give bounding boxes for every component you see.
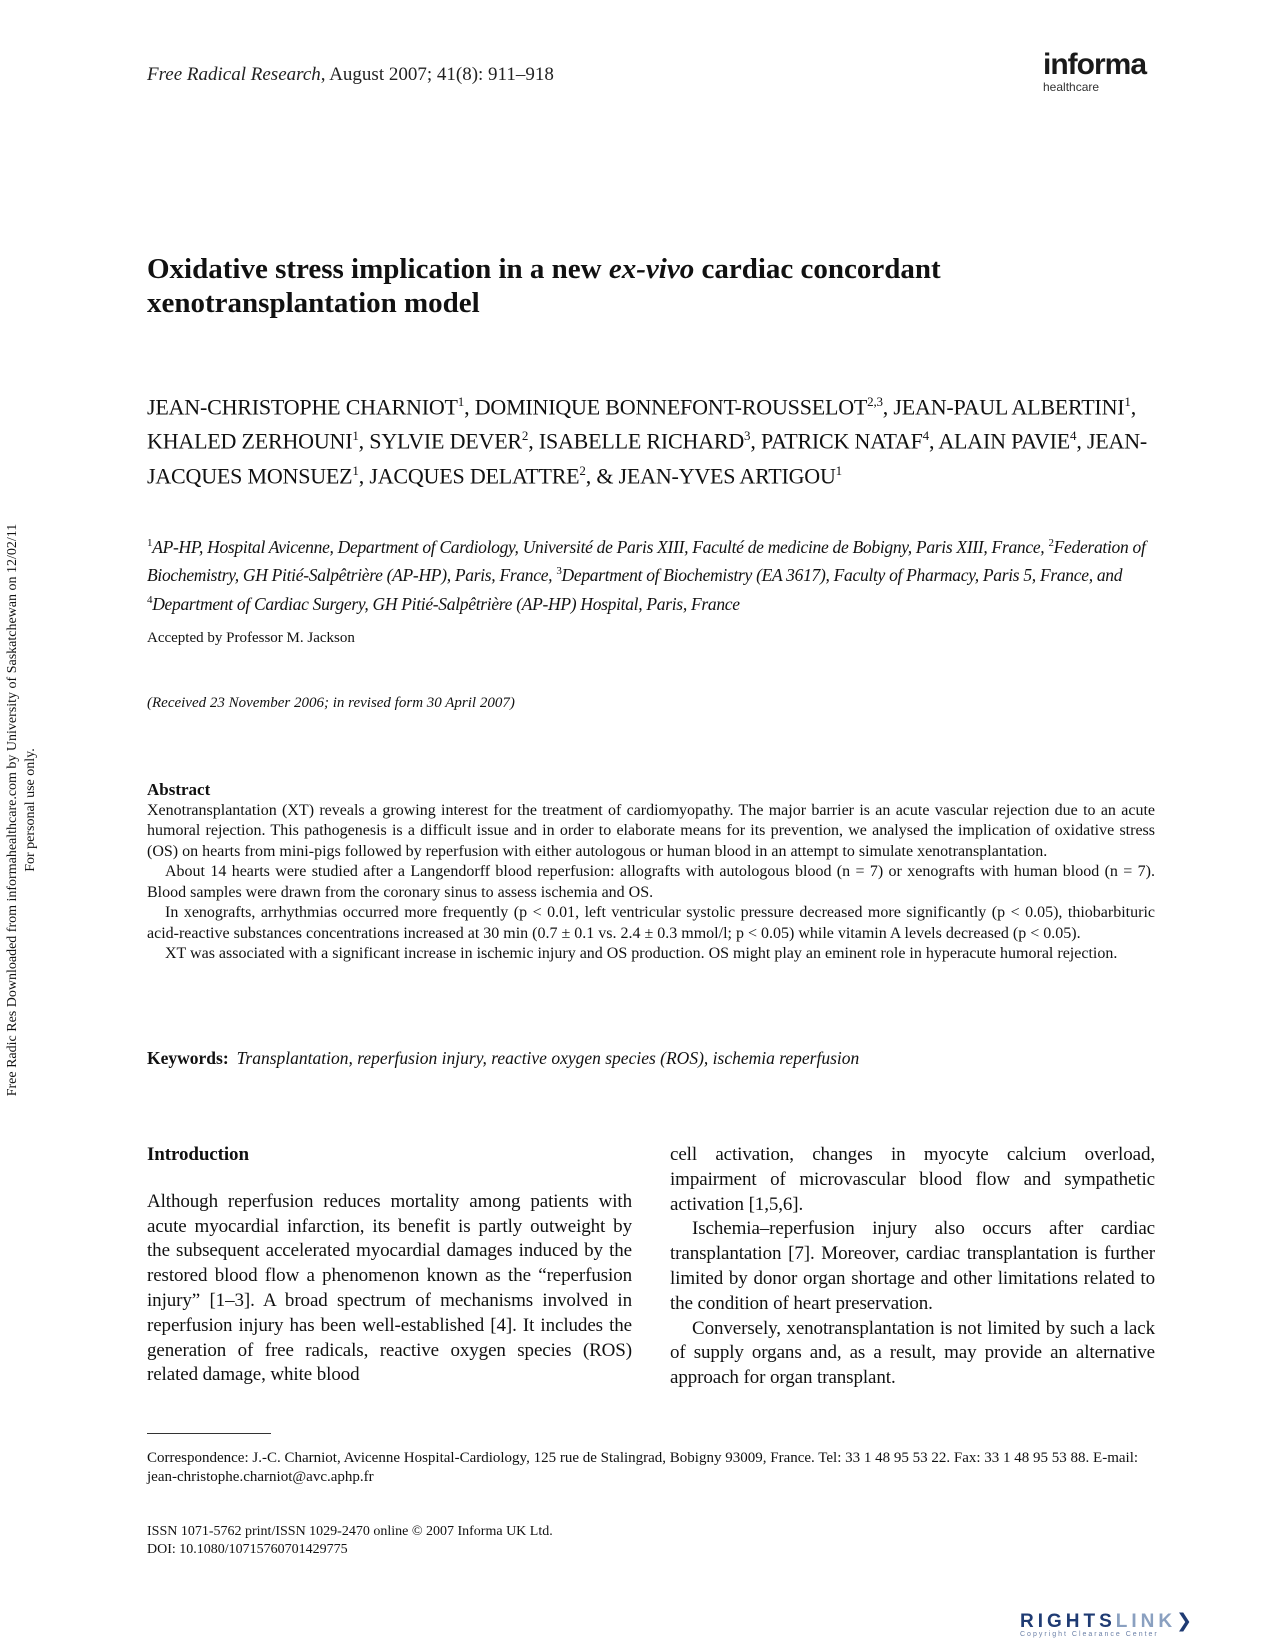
author-affiliation-number: 3 — [744, 428, 751, 444]
journal-issue: , August 2007; 41(8): 911–918 — [320, 64, 554, 85]
intro-paragraph: Conversely, xenotransplantation is not limited by such a lack of supply organs and, as a result, may provide an alternative approach for organ transplant. — [670, 1317, 1155, 1389]
intro-left-column — [147, 1143, 632, 1388]
abstract-paragraph: About 14 hearts were studied after a Langendorff blood reperfusion: allografts with autologous blood (n = 7) or xenografts with human blood (n = 7). Blood samples were drawn from the coronary sinus to assess ischemia and OS. — [147, 863, 1155, 901]
author-name: SYLVIE DEVER — [369, 428, 522, 454]
author-separator: , — [928, 428, 939, 454]
affiliation-number: 4 — [147, 593, 153, 606]
abstract-paragraph: Xenotransplantation (XT) reveals a growing interest for the treatment of cardiomyopathy. The major barrier is an acute vascular rejection due to an acute humoral rejection. This pathogenesis is a difficult issue and in order to elaborate means for its prevention, we analysed the implication of oxidative stress (OS) on hearts from mini-pigs followed by reperfusion with either autologous or human blood in an attempt to simulate xenotransplantation. — [147, 801, 1155, 860]
author-name: JEAN-CHRISTOPHE CHARNIOT — [147, 394, 458, 420]
author-affiliation-number: 1 — [457, 394, 465, 409]
keywords — [147, 1048, 859, 1069]
affiliations — [147, 531, 1157, 616]
rightslink-arrow-icon: ❯ — [1176, 1611, 1197, 1632]
publisher-sub: healthcare — [1043, 80, 1100, 94]
intro-paragraph: Ischemia–reperfusion injury also occurs after cardiac transplantation [7]. Moreover, cardiac transplantation is further limited by donor organ shortage and other limitations related to the condition of heart preservation. — [670, 1218, 1155, 1314]
author-affiliation-number: 2 — [579, 462, 586, 478]
intro-heading: Introduction — [147, 1144, 249, 1165]
author-name: PATRICK NATAF — [760, 428, 923, 454]
doi-line: DOI: 10.1080/10715760701429775 — [147, 1542, 348, 1557]
author-separator: , — [750, 428, 761, 454]
affiliation-text: Department of Cardiac Surgery, GH Pitié-Salpêtrière (AP-HP) Hospital, Paris, France — [152, 593, 740, 614]
author-affiliation-number: 4 — [922, 428, 929, 444]
title-part1: Oxidative stress implication in a new — [147, 253, 609, 285]
affiliation-text: AP-HP, Hospital Avicenne, Department of Cardiology, Université de Paris XIII, Faculté de medicine de Bobigny, Paris XIII, France, — [152, 536, 1049, 557]
watermark-line1: Free Radic Res Downloaded from informahealthcare.com by University of Saskatchewan on 12/02/11 — [5, 523, 20, 1097]
issn-block — [147, 1523, 553, 1559]
rightslink-word2: LINK — [1115, 1611, 1177, 1632]
abstract-paragraph: XT was associated with a significant increase in ischemic injury and OS production. OS might play an eminent role in hyperacute humoral rejection. — [165, 945, 1118, 962]
author-affiliation-number: 4 — [1070, 428, 1077, 444]
affiliation-text: Department of Biochemistry (EA 3617), Faculty of Pharmacy, Paris 5, France, and — [561, 565, 1123, 586]
author-name: JEAN-JACQUES MONSUEZ — [147, 428, 1148, 488]
affiliation-text: Federation of Biochemistry, GH Pitié-Salpêtrière (AP-HP), Paris, France, — [147, 536, 1146, 586]
article-title — [147, 252, 1127, 320]
rightslink-word1: RIGHTS — [1020, 1611, 1116, 1632]
author-affiliation-number: 1 — [835, 462, 842, 478]
author-separator: , — [464, 394, 475, 420]
author-affiliation-number: 2,3 — [867, 394, 883, 409]
title-part2: cardiac concordant xenotransplantation model — [147, 253, 941, 319]
author-separator: , — [358, 462, 370, 488]
author-affiliation-number: 1 — [352, 462, 359, 478]
author-separator: , — [1130, 394, 1137, 420]
author-name: JACQUES DELATTRE — [369, 462, 580, 488]
abstract-heading: Abstract — [147, 780, 211, 799]
intro-paragraph: Although reperfusion reduces mortality among patients with acute myocardial infarction, its benefit is partly outweight by the subsequent accelerated myocardial damages induced by the restored blood flow a phenomenon known as the “reperfusion injury” [1–3]. A broad spectrum of mechanisms involved in reperfusion injury has been well-established [4]. It includes the generation of free radicals, reactive oxygen species (ROS) related damage, white blood — [147, 1190, 632, 1386]
keywords-value: Transplantation, reperfusion injury, reactive oxygen species (ROS), ischemia reperfusion — [236, 1048, 860, 1068]
abstract-section — [147, 780, 1155, 965]
correspondence-note: Correspondence: J.-C. Charniot, Avicenne Hospital-Cardiology, 125 rue de Stalingrad, Bobigny 93009, France. Tel: 33 1 48 95 53 22. Fax: 33 1 48 95 53 88. E-mail: jean-christophe.charniot@avc.aphp.fr — [147, 1450, 1139, 1485]
affiliation-number: 3 — [556, 565, 562, 578]
affiliation-number: 1 — [147, 537, 153, 549]
publisher-logo — [1043, 50, 1153, 94]
author-affiliation-number: 2 — [521, 428, 529, 444]
author-separator: , — [358, 428, 370, 454]
abstract-paragraph: In xenografts, arrhythmias occurred more frequently (p < 0.01, left ventricular systolic pressure decreased more significantly (p < 0.05), thiobarbituric acid-reactive substances concentrations increased at 30 min (0.7 ± 0.1 vs. 2.4 ± 0.3 mmol/l; p < 0.05) while vitamin A levels decreased (p < 0.05). — [147, 904, 1155, 942]
keywords-label: Keywords: — [147, 1048, 229, 1068]
journal-name: Free Radical Research — [147, 64, 321, 85]
rightslink-sub: Copyright Clearance Center — [1020, 1631, 1159, 1638]
intro-paragraph: cell activation, changes in myocyte calcium overload, impairment of microvascular blood flow and sympathetic activation [1,5,6]. — [670, 1144, 1155, 1215]
author-name: KHALED ZERHOUNI — [147, 428, 353, 454]
author-separator: , & — [585, 462, 619, 488]
author-name: DOMINIQUE BONNEFONT-ROUSSELOT — [474, 394, 868, 420]
author-name: ALAIN PAVIE — [938, 428, 1071, 454]
footnote-rule — [147, 1433, 271, 1434]
author-affiliation-number: 1 — [1124, 394, 1131, 409]
author-name: JEAN-PAUL ALBERTINI — [893, 394, 1125, 420]
download-watermark — [4, 460, 64, 1160]
author-name: JEAN-YVES ARTIGOU — [618, 462, 836, 488]
accepted-by: Accepted by Professor M. Jackson — [147, 630, 355, 646]
author-separator: , — [882, 394, 894, 420]
author-separator: , — [1076, 428, 1087, 454]
received-dates: (Received 23 November 2006; in revised form 30 April 2007) — [147, 695, 515, 711]
publisher-name: informa — [1043, 48, 1147, 81]
rightslink-logo — [1020, 1610, 1260, 1646]
author-separator: , — [528, 428, 539, 454]
issn-line: ISSN 1071-5762 print/ISSN 1029-2470 online © 2007 Informa UK Ltd. — [147, 1524, 553, 1539]
intro-right-column — [670, 1143, 1155, 1391]
title-italic: ex-vivo — [608, 253, 695, 285]
journal-citation — [147, 64, 554, 86]
author-name: ISABELLE RICHARD — [538, 428, 745, 454]
author-affiliation-number: 1 — [352, 428, 359, 444]
watermark-line2: For personal use only. — [23, 748, 38, 872]
affiliation-number: 2 — [1048, 537, 1054, 549]
author-list — [147, 387, 1157, 490]
